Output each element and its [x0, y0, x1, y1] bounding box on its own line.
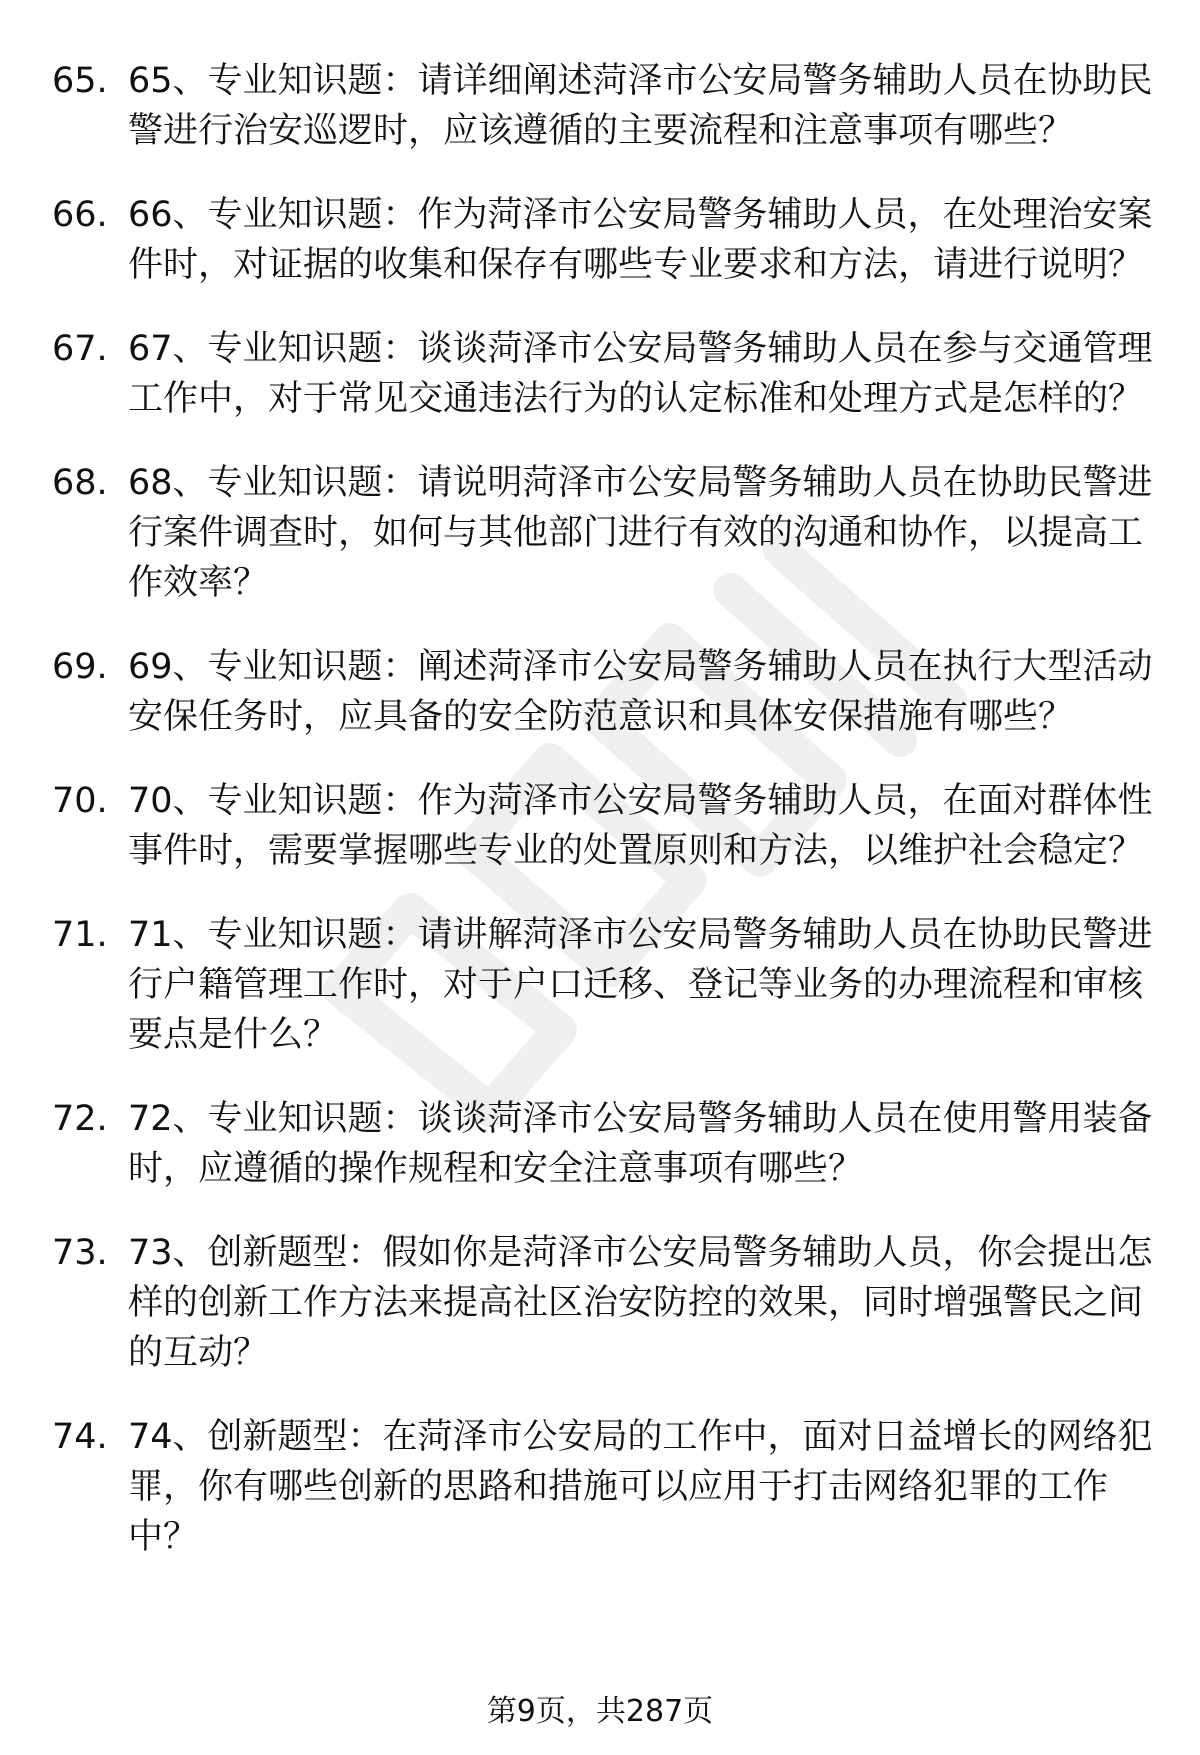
question-item-72	[52, 1094, 1162, 1194]
question-text: 74、创新题型：在菏泽市公安局的工作中，面对日益增长的网络犯罪，你有哪些创新的思路和措施可以应用于打击网络犯罪的工作中？	[128, 1417, 1153, 1557]
question-number: 70.	[52, 781, 108, 821]
question-text: 68、专业知识题：请说明菏泽市公安局警务辅助人员在协助民警进行案件调查时，如何与其他部门进行有效的沟通和协作，以提高工作效率？	[128, 463, 1153, 603]
question-item-67	[52, 324, 1162, 424]
page-number-footer: 第9页，共287页	[486, 1694, 714, 1729]
question-text: 69、专业知识题：阐述菏泽市公安局警务辅助人员在执行大型活动安保任务时，应具备的安全防范意识和具体安保措施有哪些？	[128, 647, 1153, 737]
question-text: 66、专业知识题：作为菏泽市公安局警务辅助人员，在处理治安案件时，对证据的收集和保存有哪些专业要求和方法，请进行说明？	[128, 195, 1153, 285]
question-number: 69.	[52, 647, 108, 687]
question-number: 73.	[52, 1233, 108, 1273]
question-number: 74.	[52, 1417, 108, 1457]
question-item-73	[52, 1228, 1162, 1378]
question-number: 65.	[52, 61, 108, 101]
question-list	[52, 56, 1162, 1596]
question-text: 72、专业知识题：谈谈菏泽市公安局警务辅助人员在使用警用装备时，应遵循的操作规程和安全注意事项有哪些？	[128, 1099, 1153, 1189]
question-text: 70、专业知识题：作为菏泽市公安局警务辅助人员，在面对群体性事件时，需要掌握哪些专业的处置原则和方法，以维护社会稳定？	[128, 781, 1153, 871]
question-number: 71.	[52, 915, 108, 955]
question-text: 67、专业知识题：谈谈菏泽市公安局警务辅助人员在参与交通管理工作中，对于常见交通违法行为的认定标准和处理方式是怎样的？	[128, 329, 1153, 419]
question-number: 68.	[52, 463, 108, 503]
question-item-68	[52, 458, 1162, 608]
question-item-74	[52, 1412, 1162, 1562]
question-text: 73、创新题型：假如你是菏泽市公安局警务辅助人员，你会提出怎样的创新工作方法来提高社区治安防控的效果，同时增强警民之间的互动？	[128, 1233, 1153, 1373]
question-item-69	[52, 642, 1162, 742]
question-text: 71、专业知识题：请讲解菏泽市公安局警务辅助人员在协助民警进行户籍管理工作时，对于户口迁移、登记等业务的办理流程和审核要点是什么？	[128, 915, 1153, 1055]
question-text: 65、专业知识题：请详细阐述菏泽市公安局警务辅助人员在协助民警进行治安巡逻时，应该遵循的主要流程和注意事项有哪些？	[128, 61, 1153, 151]
question-number: 66.	[52, 195, 108, 235]
question-item-66	[52, 190, 1162, 290]
question-item-70	[52, 776, 1162, 876]
question-number: 67.	[52, 329, 108, 369]
question-item-65	[52, 56, 1162, 156]
question-item-71	[52, 910, 1162, 1060]
question-number: 72.	[52, 1099, 108, 1139]
